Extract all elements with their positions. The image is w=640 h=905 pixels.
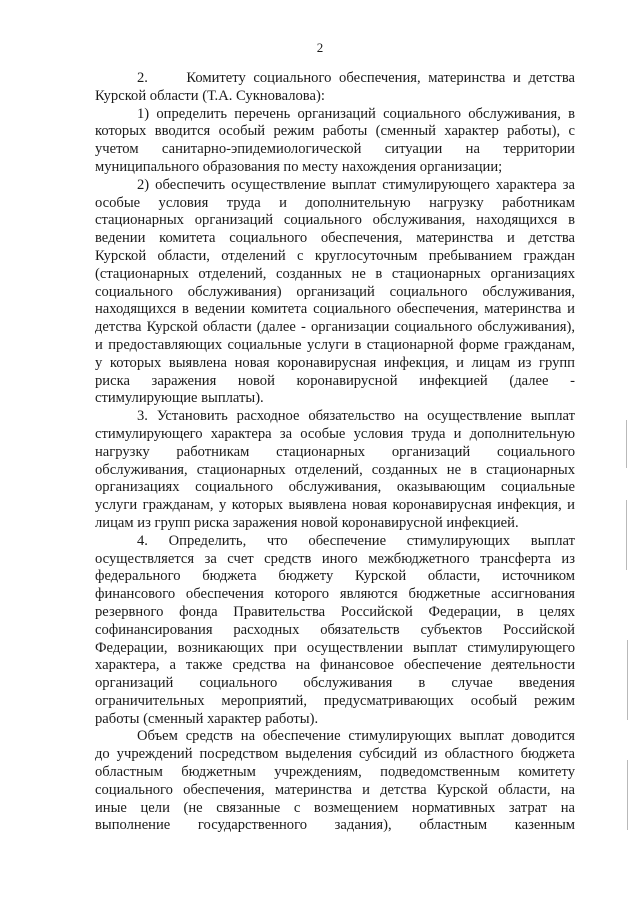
text-line: работы (сменный характер работы). xyxy=(95,710,319,727)
text-line: осуществляется за счет средств иного межбюджетного трансферта из xyxy=(95,550,575,567)
text-line: 2. Комитету социального обеспечения, материнства и детства xyxy=(137,70,575,86)
text-line: муниципального образования по месту нахождения организации; xyxy=(95,158,503,175)
text-line: находящихся в ведении комитета социального обеспечения, материнства и xyxy=(95,301,575,318)
text-line: Курской области, отделений с круглосуточным пребыванием граждан xyxy=(95,247,575,264)
text-line: услуги гражданам, у которых выявлена новая коронавирусная инфекция, и xyxy=(95,497,575,514)
text-line: стимулирующего характера за особые условия труда и дополнительную xyxy=(95,425,575,442)
text-line: областным бюджетным учреждениям, подведомственным комитету xyxy=(95,764,575,781)
text-line: характера, а также средства на финансовое обеспечение деятельности xyxy=(95,657,575,674)
text-line: социального обеспечения, материнства и детства Курской области, на xyxy=(95,781,575,798)
text-line: Курской области (Т.А. Сукновалова): xyxy=(95,87,325,104)
text-line: иные цели (не связанные с возмещением нормативных затрат на xyxy=(95,799,575,816)
text-line: организаций социального обслуживания в случае введения xyxy=(95,675,575,692)
text-line: у которых выявлена новая коронавирусная инфекция, и лицам из групп xyxy=(95,354,575,371)
text-line: социального обслуживания) организаций социального обслуживания, xyxy=(95,283,575,300)
text-line: детства Курской области (далее - организации социального обслуживания), xyxy=(95,319,575,336)
text-line: софинансирования расходных обязательств субъектов Российской xyxy=(95,621,575,638)
text-line: (стационарных отделений, созданных не в стационарных организациях xyxy=(95,265,575,282)
text-line: Объем средств на обеспечение стимулирующих выплат доводится xyxy=(137,728,575,745)
text-line: финансового обеспечения которого являются бюджетные ассигнования xyxy=(95,586,575,603)
text-line: организациях социального обслуживания, оказывающим социальные xyxy=(95,479,575,496)
text-line: резервного фонда Правительства Российской Федерации, в целях xyxy=(95,603,575,620)
text-line: стационарных организаций социального обслуживания, находящихся в xyxy=(95,212,575,229)
text-line: обслуживания, стационарных отделений, созданных не в стационарных xyxy=(95,461,575,478)
text-line: и предоставляющих социальные услуги в стационарной форме гражданам, xyxy=(95,336,575,353)
text-line: которых вводится особый режим работы (сменный характер работы), с xyxy=(95,123,575,140)
text-line: ограничительных мероприятий, предусматривающих особый режим xyxy=(95,692,575,709)
page-number: 2 xyxy=(316,40,324,55)
text-line: учетом санитарно-эпидемиологической ситуации на территории xyxy=(95,141,575,158)
text-line: Федерации, возникающих при осуществлении выплат стимулирующего xyxy=(95,639,575,656)
text-line: стимулирующие выплаты). xyxy=(95,390,264,407)
text-line: 1) определить перечень организаций социального обслуживания, в xyxy=(137,105,575,122)
text-line: 4. Определить, что обеспечение стимулирующих выплат xyxy=(137,532,575,549)
text-line: лицам из групп риска заражения новой коронавирусной инфекцией. xyxy=(95,514,519,531)
text-line: особые условия труда и дополнительную нагрузку работникам xyxy=(95,194,575,211)
text-line: выполнение государственного задания), областным казенным xyxy=(95,817,575,834)
text-line: федерального бюджета бюджету Курской области, источником xyxy=(95,568,575,585)
text-line: ведении комитета социального обеспечения, материнства и детства xyxy=(95,230,575,247)
text-line: нагрузку работникам стационарных организаций социального xyxy=(95,443,575,460)
text-line: 2) обеспечить осуществление выплат стимулирующего характера за xyxy=(137,176,575,193)
text-line: риска заражения новой коронавирусной инфекцией (далее - xyxy=(95,372,575,389)
document-body xyxy=(95,70,575,835)
text-line: до учреждений посредством выделения субсидий из областного бюджета xyxy=(95,746,575,763)
text-line: 3. Установить расходное обязательство на осуществление выплат xyxy=(137,408,575,425)
